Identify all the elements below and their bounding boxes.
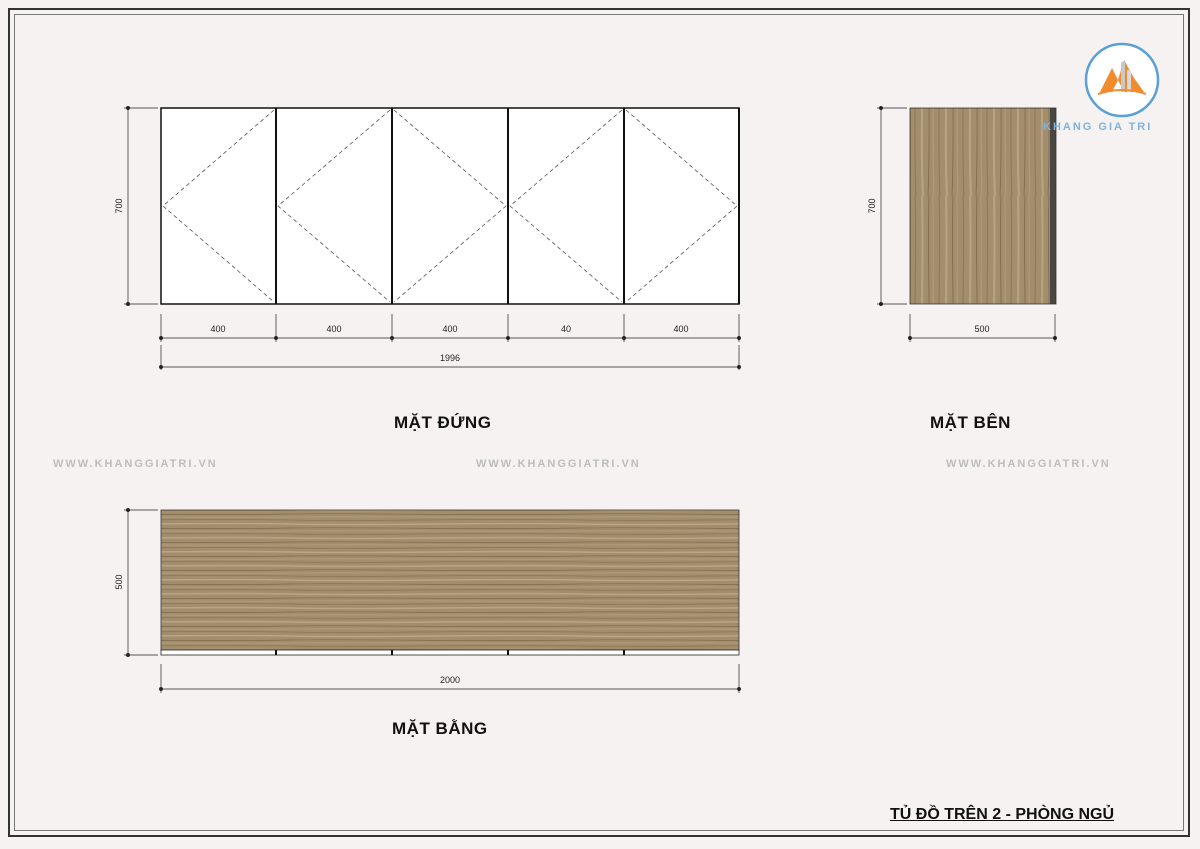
watermark-left: WWW.KHANGGIATRI.VN bbox=[53, 458, 218, 470]
plan-wood-top bbox=[161, 510, 739, 650]
side-height-label: 700 bbox=[867, 198, 877, 214]
front-height-dimension bbox=[124, 106, 158, 305]
front-height-label: 700 bbox=[114, 198, 124, 214]
panel-dim-2: 400 bbox=[326, 324, 342, 334]
watermark-right: WWW.KHANGGIATRI.VN bbox=[946, 458, 1111, 470]
logo-brand-text: KHANG GIA TRI bbox=[1043, 121, 1153, 133]
side-door-edge bbox=[1050, 108, 1056, 304]
panel-dim-3: 400 bbox=[442, 324, 458, 334]
front-view-title: MẶT ĐỨNG bbox=[394, 413, 492, 432]
plan-depth-label: 500 bbox=[114, 574, 124, 590]
plan-view-title: MẶT BẰNG bbox=[392, 719, 488, 738]
plan-view bbox=[114, 508, 741, 693]
side-width-label: 500 bbox=[974, 324, 990, 334]
panel-dim-5: 400 bbox=[673, 324, 689, 334]
building-logo-icon bbox=[1086, 44, 1158, 116]
front-overall-label: 1996 bbox=[439, 353, 461, 363]
front-cabinet-outline bbox=[161, 108, 739, 304]
front-elevation bbox=[114, 106, 741, 370]
side-wood-panel bbox=[910, 108, 1050, 304]
sheet-title: TỦ ĐỒ TRÊN 2 - PHÒNG NGỦ bbox=[890, 806, 1115, 823]
plan-width-label: 2000 bbox=[439, 675, 461, 685]
watermark-center: WWW.KHANGGIATRI.VN bbox=[476, 458, 641, 470]
plan-depth-dimension bbox=[124, 508, 158, 656]
plan-door-strip bbox=[161, 650, 739, 655]
panel-dim-4: 40 bbox=[560, 324, 572, 334]
side-elevation bbox=[867, 106, 1057, 342]
side-height-dimension bbox=[877, 106, 907, 305]
panel-dim-1: 400 bbox=[210, 324, 226, 334]
side-view-title: MẶT BÊN bbox=[930, 413, 1011, 432]
